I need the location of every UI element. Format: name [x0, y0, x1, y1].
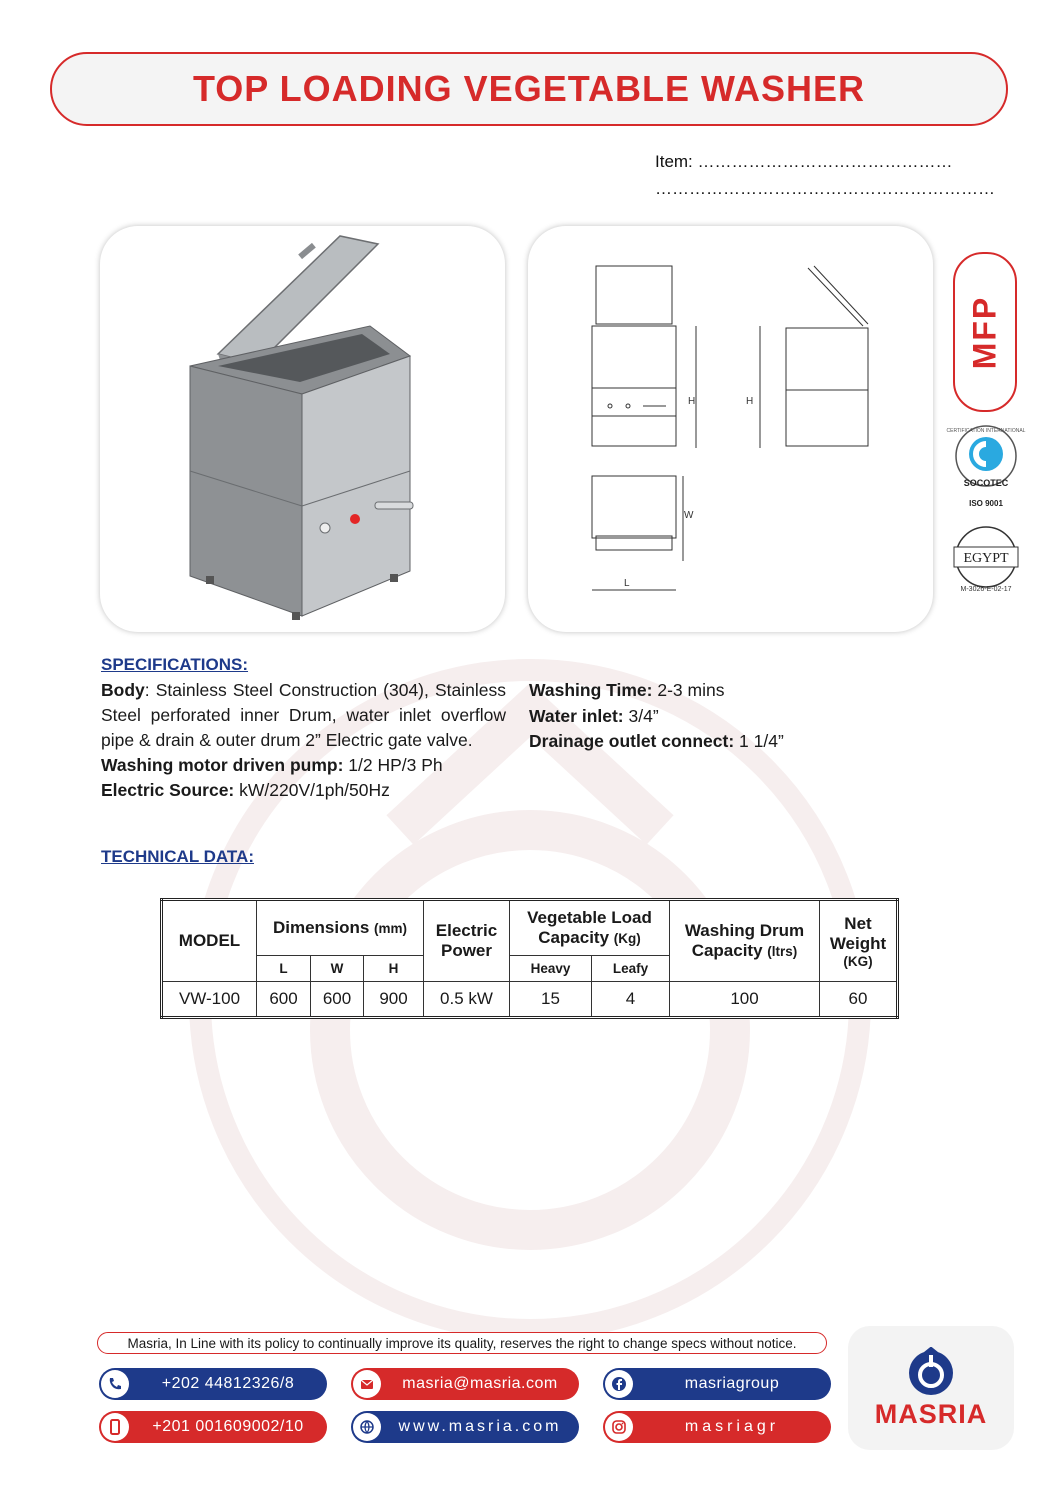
- website-text: www.masria.com: [398, 1418, 562, 1435]
- th-electric-power: Electric Power: [424, 900, 510, 982]
- item-line-2: ……………………………………………………: [655, 179, 995, 198]
- spec-drainage-value: 1 1/4”: [734, 731, 784, 751]
- cell-leafy: 4: [592, 982, 670, 1018]
- table-row: [162, 982, 898, 1018]
- drawing-label-l: L: [624, 578, 630, 589]
- th-h: H: [364, 956, 424, 982]
- website-pill[interactable]: [351, 1411, 579, 1443]
- cell-h: 900: [364, 982, 424, 1018]
- spec-pump-label: Washing motor driven pump:: [101, 755, 344, 775]
- th-dimensions-label: Dimensions: [272, 918, 370, 937]
- spec-drainage: [529, 729, 784, 755]
- technical-data-table: [160, 898, 899, 1019]
- instagram-pill[interactable]: [603, 1411, 831, 1443]
- th-dimensions-unit: (mm): [374, 921, 408, 936]
- spec-water-inlet-label: Water inlet:: [529, 705, 624, 726]
- facebook-text: masriagroup: [684, 1375, 780, 1392]
- phone-2-text: +201 001609002/10: [152, 1418, 304, 1435]
- technical-data-heading: TECHNICAL DATA:: [101, 847, 254, 866]
- cell-l: 600: [257, 982, 311, 1018]
- instagram-text: masriagr: [684, 1418, 780, 1435]
- masria-logo-text: MASRIA: [874, 1398, 988, 1429]
- spec-body: [101, 678, 506, 753]
- spec-washing-time: [529, 678, 784, 704]
- cell-model: VW-100: [162, 982, 257, 1018]
- th-veg-load-capacity: Capacity: [538, 928, 610, 947]
- th-veg-load-unit: (Kg): [613, 931, 641, 946]
- spec-pump-value: 1/2 HP/3 Ph: [343, 755, 443, 775]
- th-heavy: Heavy: [510, 956, 592, 982]
- th-leafy: Leafy: [592, 956, 670, 982]
- masria-logo: [848, 1326, 1014, 1450]
- product-photo-card: [100, 226, 505, 632]
- specifications-left: [101, 678, 506, 803]
- th-net-unit: (KG): [843, 953, 873, 969]
- instagram-icon: [605, 1413, 633, 1441]
- phone-1-pill[interactable]: [99, 1368, 327, 1400]
- th-w: W: [311, 956, 364, 982]
- spec-water-inlet-value: 3/4”: [623, 705, 659, 726]
- cell-drum: 100: [670, 982, 820, 1018]
- spec-washing-time-label: Washing Time:: [529, 680, 653, 700]
- cell-net: 60: [820, 982, 898, 1018]
- egypt-text: EGYPT: [963, 551, 1009, 566]
- th-veg-load-line1: Vegetable Load: [527, 908, 652, 927]
- specifications-right: [529, 678, 784, 755]
- th-washing-drum: [670, 900, 820, 982]
- drawing-label-h2: H: [746, 396, 754, 407]
- email-pill[interactable]: [351, 1368, 579, 1400]
- spec-drainage-label: Drainage outlet connect:: [529, 731, 735, 751]
- th-vegetable-load: [510, 900, 670, 956]
- masria-logo-icon: [903, 1347, 959, 1397]
- drawing-label-h1: H: [688, 396, 696, 407]
- item-label: Item: ………………………………………: [655, 152, 953, 171]
- page-title: TOP LOADING VEGETABLE WASHER: [192, 68, 866, 109]
- mobile-icon: [101, 1413, 129, 1441]
- phone-2-pill[interactable]: [99, 1411, 327, 1443]
- email-icon: [353, 1370, 381, 1398]
- spec-body-label: Body: [101, 680, 145, 700]
- th-net-weight: [820, 900, 898, 982]
- phone-1-text: +202 44812326/8: [161, 1375, 295, 1392]
- title-banner: [50, 52, 1008, 126]
- th-drum-line2: [670, 941, 819, 961]
- technical-drawing-card: [528, 226, 933, 632]
- egypt-badge: [944, 523, 1028, 595]
- th-model: MODEL: [162, 900, 257, 982]
- spec-body-text: : Stainless Steel Construction (304), Stainless Steel perforated inner Drum, water inlet overflow pipe & drain & outer drum 2” Electric gate valve.: [101, 680, 506, 750]
- spec-washing-time-value: 2-3 mins: [652, 680, 725, 700]
- facebook-icon: [605, 1370, 633, 1398]
- socotec-ring-text: CERTIFICATION INTERNATIONAL: [946, 428, 1026, 434]
- th-veg-load-line2: [510, 928, 669, 948]
- socotec-text: SOCOTEC: [963, 478, 1009, 488]
- cell-heavy: 15: [510, 982, 592, 1018]
- phone-icon: [101, 1370, 129, 1398]
- cell-w: 600: [311, 982, 364, 1018]
- spec-water-inlet: [529, 704, 784, 730]
- item-field: [655, 148, 995, 202]
- spec-electric: [101, 778, 506, 803]
- footer-notice: Masria, In Line with its policy to continually improve its quality, reserves the right to change specs without notice.: [97, 1332, 827, 1354]
- th-net-label: Net Weight: [829, 913, 887, 953]
- th-l: L: [257, 956, 311, 982]
- email-text: masria@masria.com: [402, 1375, 558, 1392]
- globe-icon: [353, 1413, 381, 1441]
- th-drum-unit: (ltrs): [767, 944, 798, 959]
- iso-text: ISO 9001: [969, 499, 1003, 508]
- facebook-pill[interactable]: [603, 1368, 831, 1400]
- product-render-image: [100, 226, 505, 632]
- specifications-heading: SPECIFICATIONS:: [101, 655, 249, 674]
- th-dimensions: [257, 900, 424, 956]
- egypt-code: M-3026-E-02-17: [960, 586, 1012, 593]
- technical-drawing: [528, 226, 933, 632]
- th-drum-line1: Washing Drum: [684, 921, 805, 940]
- socotec-iso-badge: [944, 418, 1028, 514]
- spec-electric-value: kW/220V/1ph/50Hz: [234, 780, 390, 800]
- mfp-text: MFP: [966, 295, 1003, 369]
- drawing-label-w: W: [684, 510, 694, 521]
- th-drum-capacity: Capacity: [691, 941, 763, 960]
- spec-pump: [101, 753, 506, 778]
- certification-badges: [944, 252, 1028, 600]
- cell-power: 0.5 kW: [424, 982, 510, 1018]
- mfp-badge: [953, 252, 1017, 412]
- spec-electric-label: Electric Source:: [101, 780, 235, 800]
